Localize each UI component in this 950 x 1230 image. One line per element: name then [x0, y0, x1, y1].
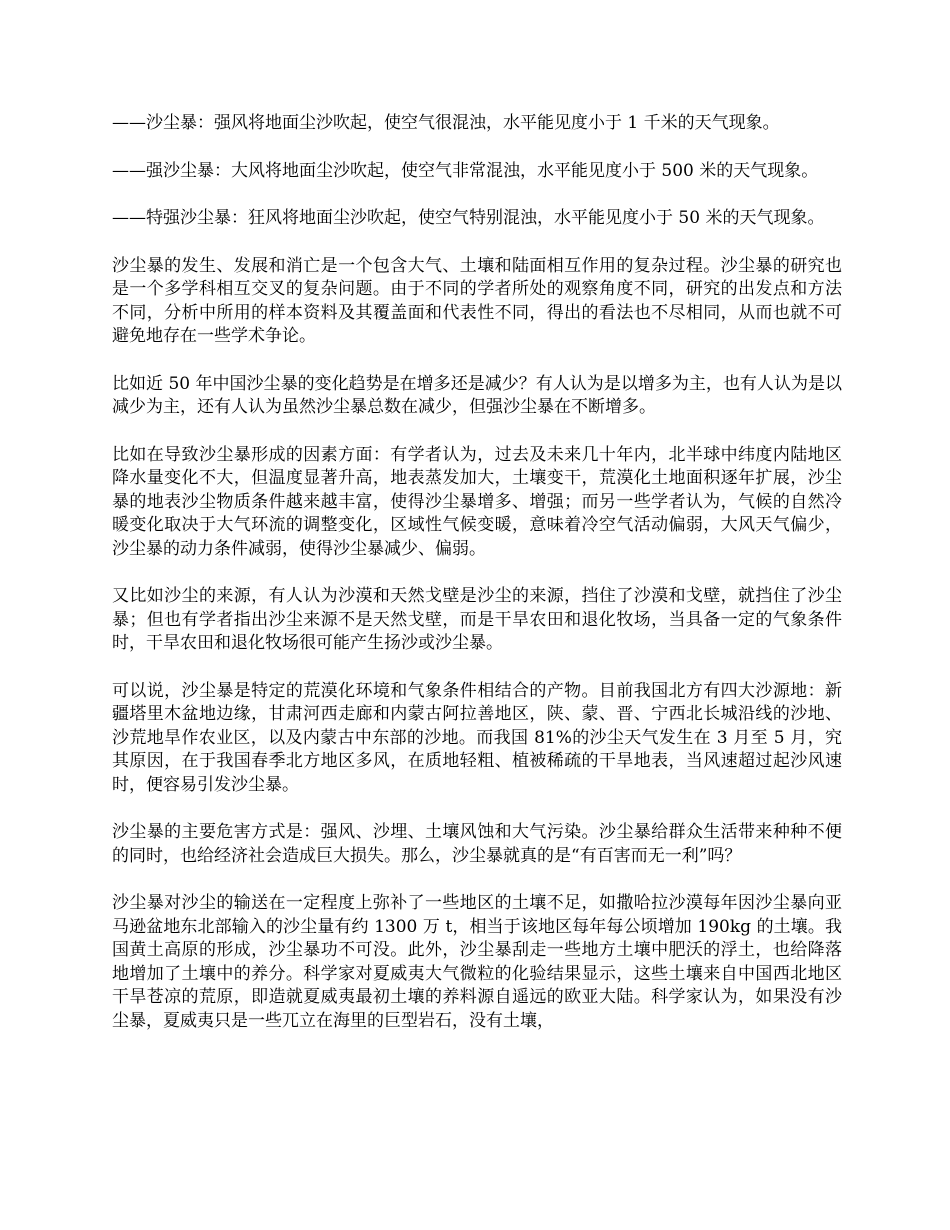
paragraph-formation-factors: 比如在导致沙尘暴形成的因素方面：有学者认为，过去及未来几十年内，北半球中纬度内陆地区降水量变化不大，但温度显著升高，地表蒸发加大，土壤变干，荒漠化土地面积逐年扩展，沙尘暴的地表沙尘物质条件越来越丰富，使得沙尘暴增多、增强；而另一些学者认为，气候的自然冷暖变化取决于大气环流的调整变化，区域性气候变暖，意味着冷空气活动偏弱，大风天气偏少，沙尘暴的动力条件减弱，使得沙尘暴减少、偏弱。 [112, 444, 842, 559]
paragraph-soil-benefits: 沙尘暴对沙尘的输送在一定程度上弥补了一些地区的土壤不足，如撒哈拉沙漠每年因沙尘暴向亚马逊盆地东北部输入的沙尘量有约 1300 万 t，相当于该地区每年每公顷增加 190kg 的土壤。我国黄土高原的形成，沙尘暴功不可没。此外，沙尘暴刮走一些地方土壤中肥沃的浮土，也给降落地增加了土壤中的养分。科学家对夏威夷大气微粒的化验结果显示，这些土壤来自中国西北地区干旱苍凉的荒原，即造就夏威夷最初土壤的养料源自遥远的欧亚大陆。科学家认为，如果没有沙尘暴，夏威夷只是一些兀立在海里的巨型岩石，没有土壤， [112, 893, 842, 1031]
definition-strong-sandstorm: ——强沙尘暴：大风将地面尘沙吹起，使空气非常混浊，水平能见度小于 500 米的天气现象。 [112, 160, 819, 181]
paragraph-complex-process: 沙尘暴的发生、发展和消亡是一个包含大气、土壤和陆面相互作用的复杂过程。沙尘暴的研究也是一个多学科相互交叉的复杂问题。由于不同的学者所处的观察角度不同，研究的出发点和方法不同，分析中所用的样本资料及其覆盖面和代表性不同，得出的看法也不尽相同，从而也就不可避免地存在一些学术争论。 [112, 255, 842, 346]
paragraph-source-regions: 可以说，沙尘暴是特定的荒漠化环境和气象条件相结合的产物。目前我国北方有四大沙源地：新疆塔里木盆地边缘，甘肃河西走廊和内蒙古阿拉善地区，陕、蒙、晋、宁西北长城沿线的沙地、沙荒地旱作农业区，以及内蒙古中东部的沙地。而我国 81%的沙尘天气发生在 3 月至 5 月，究其原因，在于我国春季北方地区多风，在质地轻粗、植被稀疏的干旱地表，当风速超过起沙风速时，便容易引发沙尘暴。 [112, 680, 842, 795]
paragraph-trend-debate: 比如近 50 年中国沙尘暴的变化趋势是在增多还是减少？有人认为是以增多为主，也有人认为是以减少为主，还有人认为虽然沙尘暴总数在减少，但强沙尘暴在不断增多。 [112, 373, 842, 417]
paragraph-dust-source: 又比如沙尘的来源，有人认为沙漠和天然戈壁是沙尘的来源，挡住了沙漠和戈壁，就挡住了沙尘暴；但也有学者指出沙尘来源不是天然戈壁，而是干旱农田和退化牧场，当具备一定的气象条件时，干旱农田和退化牧场很可能产生扬沙或沙尘暴。 [112, 586, 842, 653]
paragraph-hazards: 沙尘暴的主要危害方式是：强风、沙埋、土壤风蚀和大气污染。沙尘暴给群众生活带来种种不便的同时，也给经济社会造成巨大损失。那么，沙尘暴就真的是“有百害而无一利”吗？ [112, 822, 842, 866]
definition-severe-sandstorm: ——特强沙尘暴：狂风将地面尘沙吹起，使空气特别混浊，水平能见度小于 50 米的天气现象。 [112, 208, 825, 228]
definition-sandstorm: ——沙尘暴：强风将地面尘沙吹起，使空气很混浊，水平能见度小于 1 千米的天气现象。 [112, 113, 780, 133]
document-page [112, 112, 842, 1057]
